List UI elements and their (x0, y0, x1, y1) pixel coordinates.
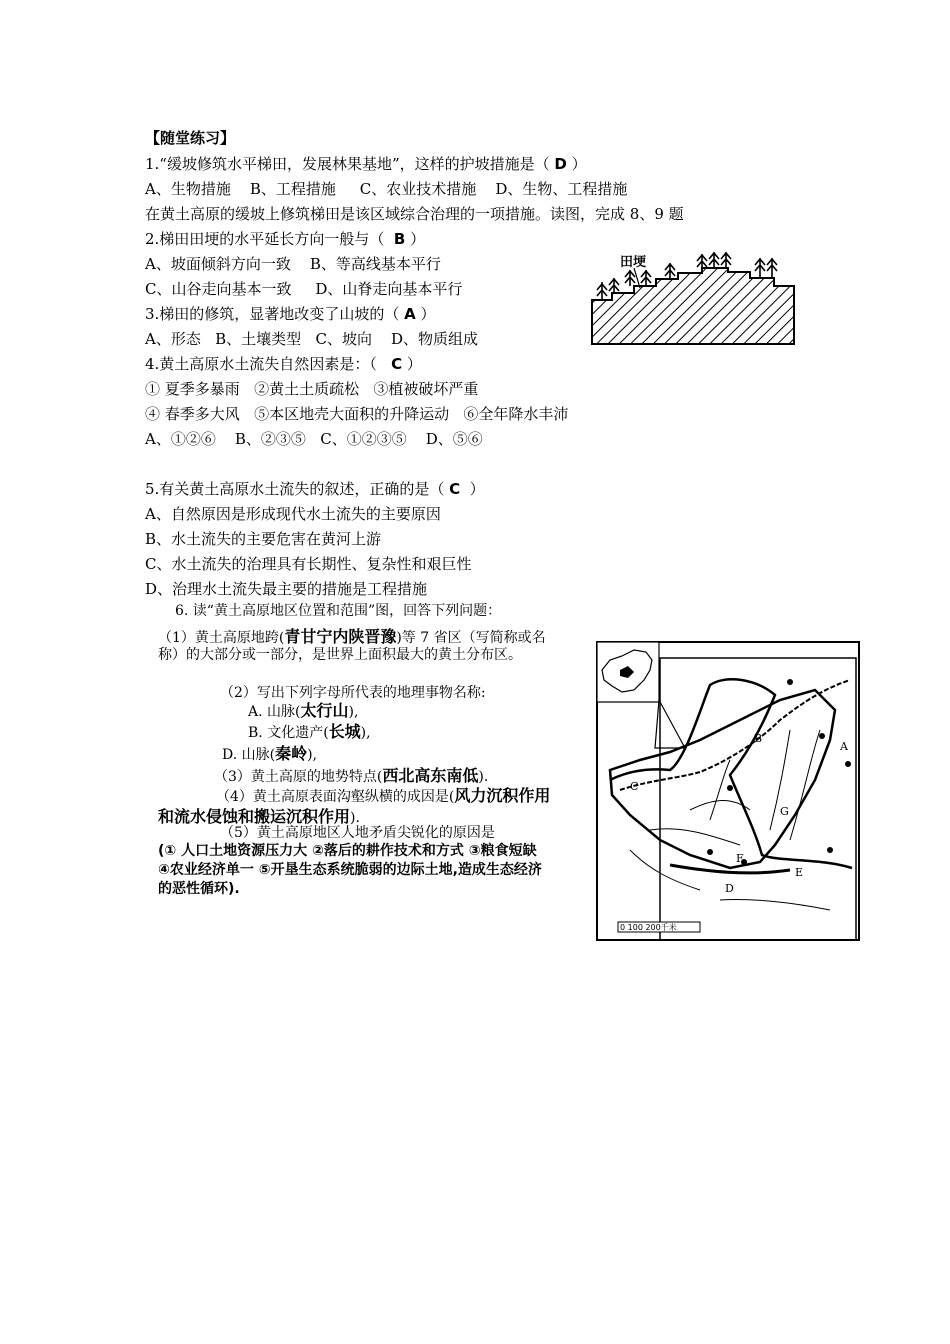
map-letter-a: A (840, 740, 848, 753)
q6-p3-answer: 西北高东南低 (382, 766, 479, 785)
terrace-slope (592, 268, 794, 344)
question-4 (145, 353, 422, 375)
map-letter-d: D (725, 882, 734, 895)
q5-option-a: A、自然原因是形成现代水土流失的主要原因 (145, 505, 441, 523)
question-6: 6. 读“黄土高原地区位置和范围”图，回答下列问题： (175, 603, 502, 619)
q6-b-text: B. 文化遗产( (248, 725, 329, 741)
q6-p5-answer: (① 人口土地资源压力大 ②落后的耕作技术和方式 ③粮食短缺 ④农业经济单一 ⑤开垦生态系统脆弱的边际土地,造成生态经济的恶性循环). (158, 843, 542, 897)
q6-part-1 (158, 628, 550, 664)
q2-answer: B (393, 230, 406, 248)
q6-p1-text: （1）黄土高原地跨( (158, 630, 285, 646)
q6-p3-text: （3）黄土高原的地势特点( (214, 769, 383, 785)
scale-label: 0 100 200千米 (620, 923, 677, 932)
q3-options: A、形态 B、土壤类型 C、坡向 D、物质组成 (145, 330, 479, 348)
q6-item-d (222, 745, 317, 764)
q1-answer: D (554, 155, 567, 173)
q6-d-text: D. 山脉( (222, 747, 276, 763)
question-5 (145, 478, 485, 500)
q6-item-b (248, 723, 371, 742)
page-title: 【随堂练习】 (145, 129, 236, 147)
q6-a-text-end: ), (348, 704, 359, 720)
map-letter-e: E (795, 866, 804, 879)
question-1 (145, 153, 587, 175)
q6-p1-text-end: )等 7 省区（写简称或名称）的大部分或一部分，是世界上面积最大的黄土分布区。 (158, 630, 546, 663)
q3-stem: 3.梯田的修筑，显著地改变了山坡的（ (145, 305, 405, 323)
q6-d-answer: 秦岭 (275, 744, 308, 763)
q5-stem-end: ） (460, 480, 485, 498)
loess-plateau-map (590, 640, 865, 945)
q1-options: A、生物措施 B、工程措施 C、农业技术措施 D、生物、工程措施 (145, 180, 628, 198)
q6-part-2: （2）写出下列字母所代表的地理事物名称: (220, 685, 486, 701)
q4-factors-line2: ④ 春季多大风 ⑤本区地壳大面积的升降运动 ⑥全年降水丰沛 (145, 405, 569, 423)
q6-p1-answer: 青甘宁内陕晋豫 (284, 627, 397, 646)
terrace-label: 田埂 (620, 255, 647, 270)
question-2 (145, 228, 425, 250)
q5-option-b: B、水土流失的主要危害在黄河上游 (145, 530, 382, 548)
q3-stem-end: ） (415, 305, 436, 323)
map-letter-b: B (754, 732, 763, 745)
q6-a-text: A. 山脉( (248, 704, 301, 720)
q1-stem: 1.“缓坡修筑水平梯田，发展林果基地”，这样的护坡措施是（ (145, 155, 555, 173)
q5-answer: C (449, 480, 461, 498)
q6-part-3 (214, 767, 488, 786)
q3-answer: A (404, 305, 416, 323)
q5-option-c: C、水土流失的治理具有长期性、复杂性和艰巨性 (145, 555, 472, 573)
map-letter-c: C (630, 780, 639, 793)
q2-options-line2: C、山谷走向基本一致 D、山脊走向基本平行 (145, 280, 463, 298)
q5-stem: 5.有关黄土高原水土流失的叙述，正确的是（ (145, 480, 450, 498)
q4-stem-end: ） (402, 355, 422, 373)
scale-bar (618, 922, 700, 932)
q6-p4-answer: 风力沉积作用和流水侵蚀和搬运沉积作用 (158, 786, 551, 826)
q2-stem-end: ） (405, 230, 426, 248)
q6-b-answer: 长城 (328, 722, 361, 741)
question-3 (145, 303, 435, 325)
q6-p4-text: （4）黄土高原表面沟壑纵横的成因是( (216, 789, 455, 805)
q6-b-text-end: ), (360, 725, 371, 741)
map-letter-f: F (736, 852, 744, 865)
q6-a-answer: 太行山 (300, 701, 349, 720)
map-letter-g: G (780, 805, 789, 818)
q6-part-5: （5）黄土高原地区人地矛盾尖锐化的原因是 (220, 825, 495, 841)
terrace-figure (590, 248, 796, 346)
q6-p4-text-end: ). (350, 810, 360, 826)
q6-d-text-end: ), (307, 747, 318, 763)
q1-stem-end: ） (566, 155, 587, 173)
q6-part-4 (158, 786, 553, 828)
q6-item-a (248, 702, 358, 721)
q4-factors-line1: ① 夏季多暴雨 ②黄土土质疏松 ③植被破坏严重 (145, 380, 479, 398)
intro-text: 在黄土高原的缓坡上修筑梯田是该区域综合治理的一项措施。读图，完成 8、9 题 (145, 205, 684, 223)
q2-stem: 2.梯田田埂的水平延长方向一般与（ (145, 230, 394, 248)
q4-stem: 4.黄土高原水土流失自然因素是：（ (145, 355, 392, 373)
q4-answer: C (391, 355, 403, 373)
q2-options-line1: A、坡面倾斜方向一致 B、等高线基本平行 (145, 255, 441, 273)
q6-p3-text-end: ). (478, 769, 489, 785)
q5-option-d: D、治理水土流失最主要的措施是工程措施 (145, 580, 428, 598)
q4-options: A、①②⑥ B、②③⑤ C、①②③⑤ D、⑤⑥ (145, 430, 483, 448)
